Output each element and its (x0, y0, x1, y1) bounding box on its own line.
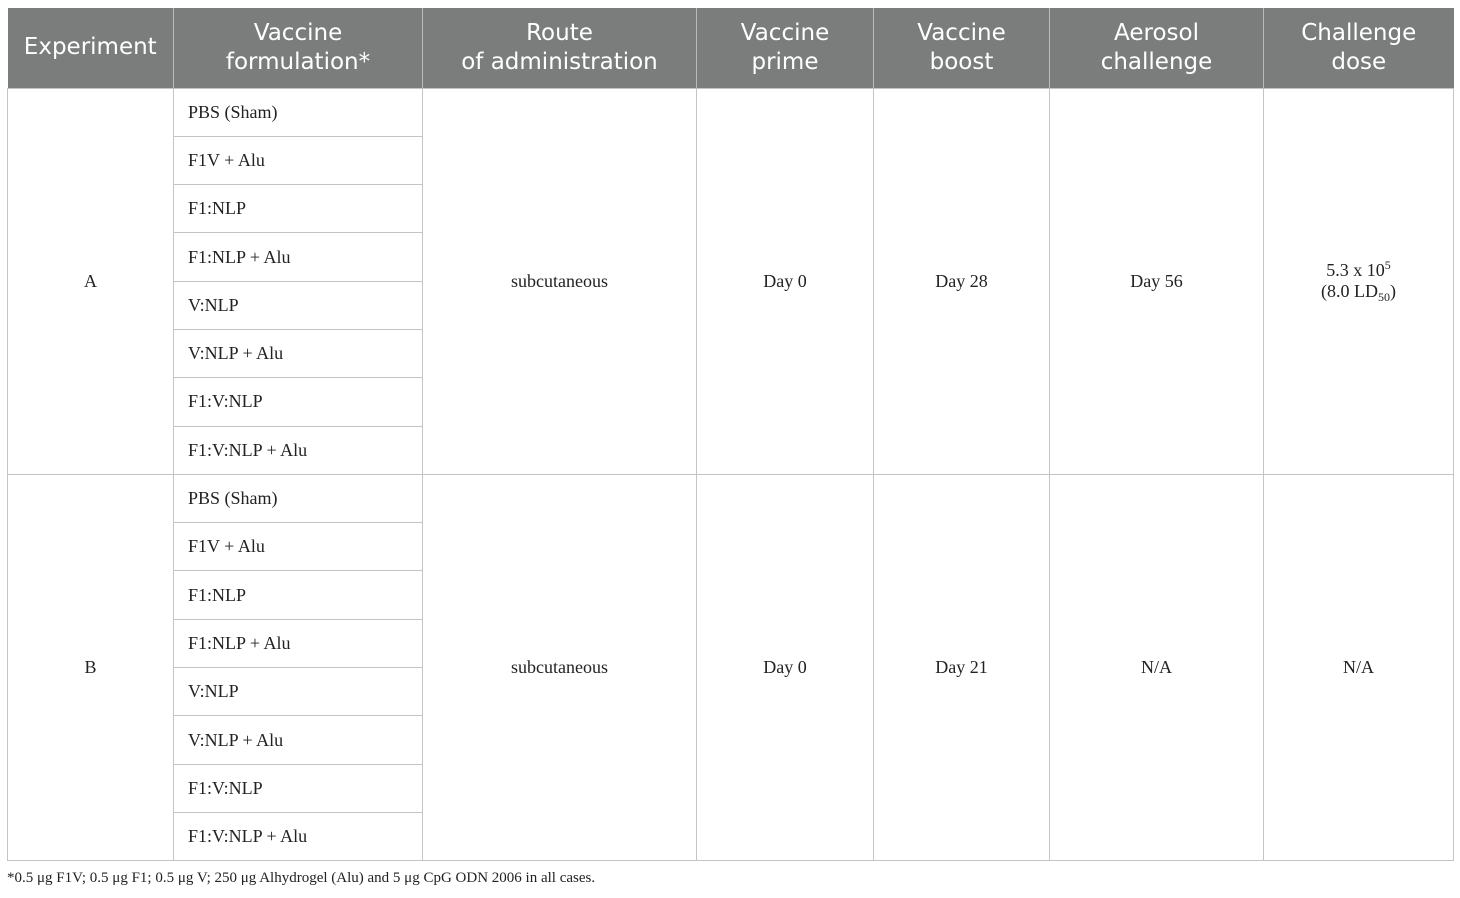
dose-ld-prefix: (8.0 LD (1321, 281, 1378, 302)
table-footnote: *0.5 μg F1V; 0.5 μg F1; 0.5 μg V; 250 μg Alhydrogel (Alu) and 5 μg CpG ODN 2006 in all cases. (7, 870, 596, 886)
formulation-cell: F1:V:NLP (174, 764, 423, 812)
dose-ld-subscript: 50 (1378, 290, 1390, 305)
formulation-cell: F1:V:NLP + Alu (174, 812, 423, 860)
experiment-a-dose (1264, 88, 1454, 474)
formulation-cell: F1V + Alu (174, 136, 423, 184)
experiment-b-boost: Day 21 (874, 474, 1050, 860)
formulation-cell: F1:V:NLP (174, 378, 423, 426)
formulation-cell: F1:NLP + Alu (174, 619, 423, 667)
experiment-a-prime: Day 0 (697, 88, 874, 474)
formulation-cell: V:NLP + Alu (174, 716, 423, 764)
header-vaccine-prime: Vaccine prime (697, 8, 874, 88)
experiment-b-prime: Day 0 (697, 474, 874, 860)
header-vaccine-boost: Vaccine boost (874, 8, 1050, 88)
formulation-cell: V:NLP (174, 668, 423, 716)
formulation-cell: F1V + Alu (174, 523, 423, 571)
table-row (8, 474, 1454, 522)
experiment-a-route: subcutaneous (423, 88, 697, 474)
dose-base: 5.3 x 10 (1326, 260, 1385, 281)
experiment-b-dose: N/A (1264, 474, 1454, 860)
formulation-cell: V:NLP (174, 281, 423, 329)
experiment-a-label: A (8, 88, 174, 474)
formulation-cell: F1:V:NLP + Alu (174, 426, 423, 474)
formulation-cell: F1:NLP (174, 571, 423, 619)
experiment-a-boost: Day 28 (874, 88, 1050, 474)
header-aerosol-challenge: Aerosol challenge (1050, 8, 1264, 88)
formulation-cell: PBS (Sham) (174, 88, 423, 136)
experiment-b-route: subcutaneous (423, 474, 697, 860)
formulation-cell: F1:NLP (174, 185, 423, 233)
experiment-b-aerosol: N/A (1050, 474, 1264, 860)
experiment-a-aerosol: Day 56 (1050, 88, 1264, 474)
vaccine-schedule-table (7, 8, 1454, 861)
formulation-cell: PBS (Sham) (174, 474, 423, 522)
header-experiment: Experiment (8, 8, 174, 88)
dose-exponent: 5 (1384, 258, 1391, 273)
header-vaccine-formulation: Vaccine formulation* (174, 8, 423, 88)
header-challenge-dose: Challenge dose (1264, 8, 1454, 88)
dose-ld-suffix: ) (1390, 281, 1396, 302)
table-row (8, 88, 1454, 136)
header-route: Route of administration (423, 8, 697, 88)
experiment-b-label: B (8, 474, 174, 860)
formulation-cell: F1:NLP + Alu (174, 233, 423, 281)
header-row (8, 8, 1454, 88)
table-wrapper (7, 8, 1453, 861)
formulation-cell: V:NLP + Alu (174, 329, 423, 377)
